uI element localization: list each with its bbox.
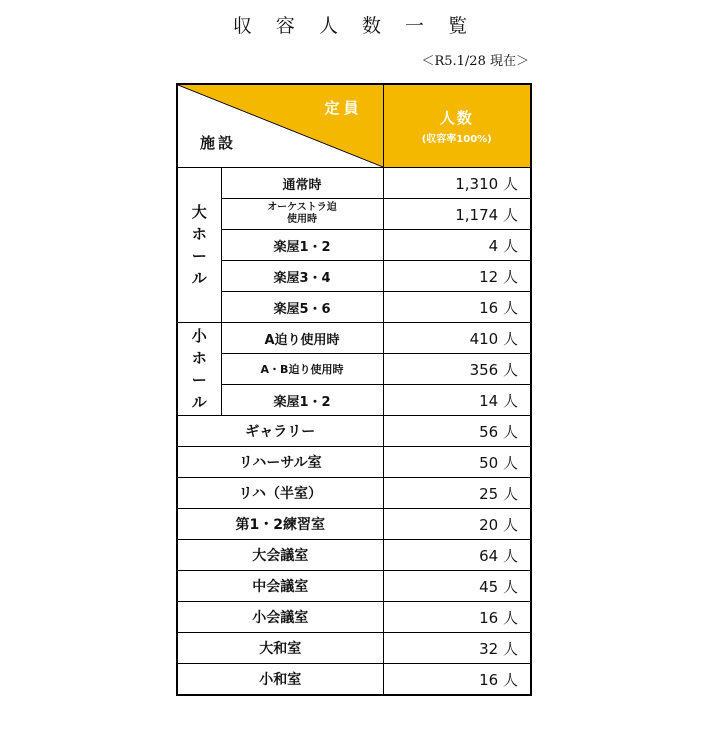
table-row <box>177 199 531 230</box>
group-label-char: ル <box>191 269 207 287</box>
facility-name: 大和室 <box>177 633 383 664</box>
capacity-table <box>176 83 532 696</box>
row-value: 356 人 <box>383 354 531 385</box>
header-row <box>177 84 531 168</box>
table-row <box>177 385 531 416</box>
row-name: 通常時 <box>221 168 383 199</box>
facility-value: 64 人 <box>383 540 531 571</box>
table-row <box>177 633 531 664</box>
facility-value: 50 人 <box>383 447 531 478</box>
facility-value: 45 人 <box>383 571 531 602</box>
facility-value: 32 人 <box>383 633 531 664</box>
facility-name: ギャラリー <box>177 416 383 447</box>
group-label-char: ー <box>191 371 207 389</box>
group-label-char: ホ <box>191 349 207 367</box>
facility-name: 小和室 <box>177 664 383 696</box>
row-value: 14 人 <box>383 385 531 416</box>
header-diagonal-cell <box>177 84 383 168</box>
row-name: A・B迫り使用時 <box>221 354 383 385</box>
table-row <box>177 416 531 447</box>
table-row <box>177 292 531 323</box>
facility-name: リハーサル室 <box>177 447 383 478</box>
table-row <box>177 602 531 633</box>
row-value: 1,310 人 <box>383 168 531 199</box>
facility-value: 20 人 <box>383 509 531 540</box>
row-name: 楽屋1・2 <box>221 230 383 261</box>
table-row <box>177 664 531 696</box>
facility-name: 小会議室 <box>177 602 383 633</box>
page-title: 収 容 人 数 一 覧 <box>232 15 477 37</box>
table-row <box>177 447 531 478</box>
row-name: 楽屋5・6 <box>221 292 383 323</box>
facility-name: 大会議室 <box>177 540 383 571</box>
group-label-char: 小 <box>191 327 207 345</box>
group-label-char: 大 <box>191 203 207 221</box>
header-ninzu: 人数 <box>439 109 474 127</box>
row-name: オーケストラ迫 使用時 <box>221 199 383 230</box>
header-shisetsu: 施設 <box>200 134 237 152</box>
group-label-char: ホ <box>191 225 207 243</box>
row-value: 12 人 <box>383 261 531 292</box>
header-teiin: 定員 <box>324 99 363 117</box>
row-name: 楽屋1・2 <box>221 385 383 416</box>
group-label-char: ル <box>191 393 207 411</box>
facility-value: 16 人 <box>383 602 531 633</box>
header-capacity-cell <box>383 84 531 168</box>
row-value: 410 人 <box>383 323 531 354</box>
table-row <box>177 168 531 199</box>
table-row <box>177 261 531 292</box>
table-row <box>177 509 531 540</box>
group-label-small-hall <box>177 323 221 416</box>
facility-name: リハ（半室） <box>177 478 383 509</box>
group-label-large-hall <box>177 168 221 323</box>
table-row <box>177 571 531 602</box>
facility-name: 中会議室 <box>177 571 383 602</box>
table-row <box>177 478 531 509</box>
group-label-char: ー <box>191 247 207 265</box>
facility-value: 56 人 <box>383 416 531 447</box>
row-value: 16 人 <box>383 292 531 323</box>
table-row <box>177 354 531 385</box>
row-name: 楽屋3・4 <box>221 261 383 292</box>
facility-value: 25 人 <box>383 478 531 509</box>
facility-value: 16 人 <box>383 664 531 696</box>
facility-name: 第1・2練習室 <box>177 509 383 540</box>
table-row <box>177 230 531 261</box>
row-name: A迫り使用時 <box>221 323 383 354</box>
row-value: 1,174 人 <box>383 199 531 230</box>
header-rate: (収容率100%) <box>421 134 492 145</box>
table-row <box>177 323 531 354</box>
table-row <box>177 540 531 571</box>
row-value: 4 人 <box>383 230 531 261</box>
as-of-date: ＜R5.1/28 現在＞ <box>421 54 529 69</box>
